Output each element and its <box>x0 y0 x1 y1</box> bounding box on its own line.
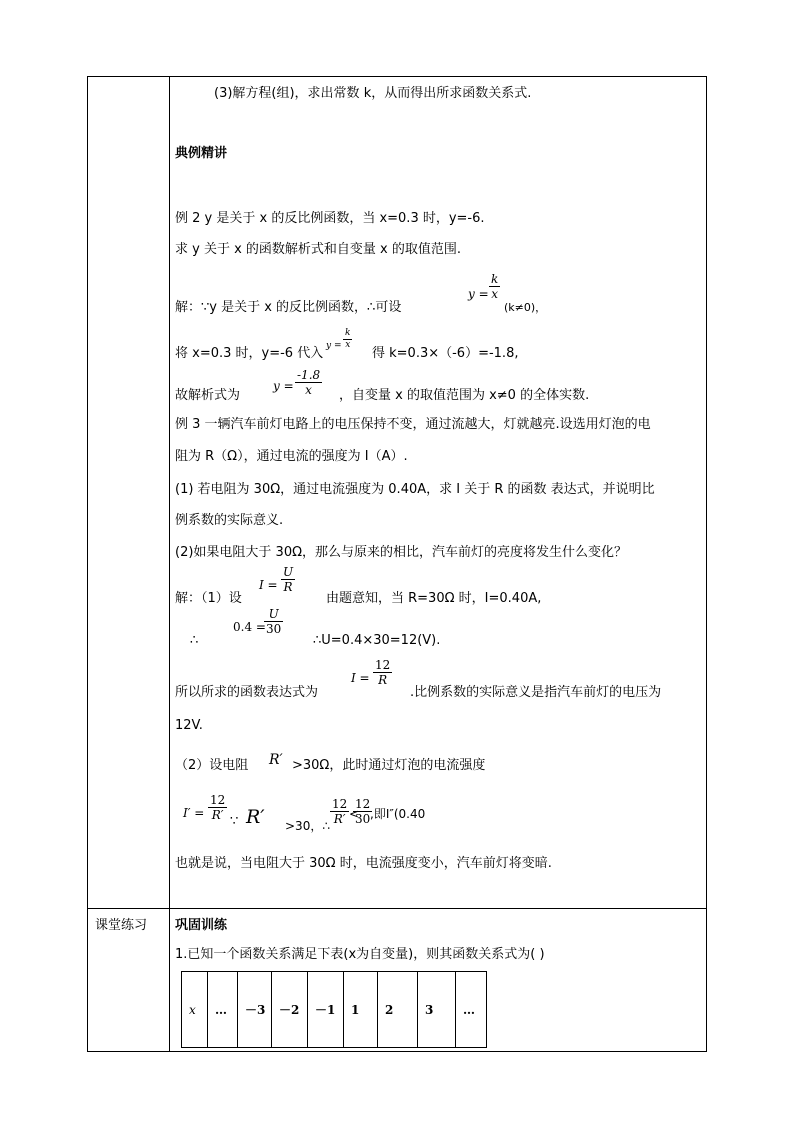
ex2-formula3-den: x <box>305 383 312 397</box>
ex3-r-prime: R′ <box>269 752 283 768</box>
ex3-formula-i-fraction <box>281 565 295 594</box>
ex3-question2: (2)如果电阻大于 30Ω，那么与原来的相比，汽车前灯的亮度将发生什么变化？ <box>175 545 628 560</box>
ex3-compare-left-fraction <box>330 797 349 826</box>
ex2-formula1-num: k <box>491 272 499 286</box>
ex3-formula-i-num: U <box>283 565 294 579</box>
ex3-formula-u-lhs: 0.4 = <box>233 620 266 634</box>
practice-label: 课堂练习 <box>95 918 148 933</box>
ex2-formula1-condition: (k≠0)， <box>504 301 547 314</box>
ex3-compare-right-num: 12 <box>355 797 371 811</box>
ex2-substitute-prefix: 将 x=0.3 时，y=-6 代入 <box>175 346 324 361</box>
ex2-formula2-lhs: y = <box>326 341 342 351</box>
ex3-formula-i-lhs: I = <box>259 578 278 592</box>
ex2-formula1-lhs: y = <box>468 287 489 301</box>
ex2-formula1-fraction <box>489 272 500 301</box>
ex3-question1-line2: 例系数的实际意义. <box>175 513 284 528</box>
ex3-formula-u-den: 30 <box>266 622 282 636</box>
ex2-line2: 求 y 关于 x 的函数解析式和自变量 x 的取值范围. <box>175 242 462 257</box>
ex3-expression-tail: 12V. <box>175 718 203 733</box>
table-cell-neg2: －2 <box>272 972 308 1048</box>
ex3-line2: 阻为 R（Ω），通过电流的强度为 I（A）. <box>175 449 408 464</box>
ex3-formula-iprime-lhs: I′ = <box>183 806 205 820</box>
ex3-conclusion-eq: ,即I″(0.40 <box>370 807 426 821</box>
ex3-formula-u-fraction <box>264 607 283 636</box>
ex3-line1: 例 3 一辆汽车前灯电路上的电压保持不变，通过流越大，灯就越亮.设选用灯泡的电 <box>175 417 651 432</box>
ex3-formula-i-den: R <box>283 580 293 594</box>
practice-title: 巩固训练 <box>175 918 228 933</box>
ex3-formula-iprime-num: 12 <box>210 793 226 807</box>
column-divider <box>169 77 170 1051</box>
section-title: 典例精讲 <box>175 146 228 161</box>
step3-text: (3)解方程(组)，求出常数 k，从而得出所求函数关系式. <box>214 86 532 101</box>
table-cell-x: x <box>182 972 208 1048</box>
ex2-final-suffix: ，自变量 x 的取值范围为 x≠0 的全体实数. <box>339 388 590 403</box>
ex3-solution1-suffix: 由题意知，当 R=30Ω 时，I=0.40A, <box>326 591 542 606</box>
ex2-formula2-den: x <box>345 340 351 350</box>
ex3-less-than: < <box>349 807 360 821</box>
table-cell-2: 2 <box>378 972 418 1048</box>
ex3-formula-iprime-fraction <box>208 793 227 822</box>
ex3-question1-line1: (1) 若电阻为 30Ω，通过电流强度为 0.40A，求 I 关于 R 的函数 表达式，并说明比 <box>175 482 655 497</box>
ex3-formula-r-den: R <box>378 673 388 687</box>
ex3-because: ∵ <box>230 814 239 829</box>
ex3-expression-prefix: 所以所求的函数表达式为 <box>175 685 319 700</box>
ex2-line1: 例 2 y 是关于 x 的反比例函数，当 x=0.3 时，y=-6. <box>175 211 485 226</box>
table-row <box>182 972 487 1048</box>
ex2-solution-prefix: 解：∵y 是关于 x 的反比例函数，∴可设 <box>175 300 402 315</box>
ex2-formula3-fraction <box>295 368 322 397</box>
ex3-solution1-prefix: 解：（1）设 <box>175 591 242 606</box>
ex3-compare-left-num: 12 <box>332 797 348 811</box>
ex3-r-prime-large: R′ <box>246 806 265 828</box>
value-table <box>181 971 487 1048</box>
ex3-formula-r-lhs: I = <box>351 671 370 685</box>
ex3-formula-r-num: 12 <box>375 658 391 672</box>
ex3-formula-r-fraction <box>373 658 392 687</box>
ex3-compare-left-den: R′ <box>333 812 346 826</box>
row-divider <box>88 908 706 909</box>
ex2-final-prefix: 故解析式为 <box>175 388 241 403</box>
ex3-expression-suffix: .比例系数的实际意义是指汽车前灯的电压为 <box>410 685 662 700</box>
ex2-formula3-lhs: y = <box>273 379 294 393</box>
ex3-conclusion: 也就是说，当电阻大于 30Ω 时，电流强度变小，汽车前灯将变暗. <box>175 856 552 871</box>
ex3-solution2-suffix: >30Ω，此时通过灯泡的电流强度 <box>292 758 486 773</box>
table-cell-3: 3 <box>418 972 456 1048</box>
ex3-therefore: ∴ <box>190 633 199 648</box>
ex2-formula2-fraction <box>343 328 352 351</box>
ex2-formula2-num: k <box>345 328 351 338</box>
ex2-substitute-result: 得 k=0.3×（-6）=-1.8, <box>372 346 519 361</box>
ex3-formula-iprime-den: R′ <box>211 808 224 822</box>
ex3-solution2-prefix: （2）设电阻 <box>175 758 249 773</box>
table-cell-ellipsis-left: … <box>208 972 238 1048</box>
ex2-formula3-num: -1.8 <box>297 368 321 382</box>
practice-question1: 1.已知一个函数关系满足下表(x为自变量)，则其函数关系式为( ) <box>175 947 545 962</box>
table-cell-ellipsis-right: … <box>456 972 487 1048</box>
table-cell-1: 1 <box>344 972 378 1048</box>
ex3-solution1-u: ∴U=0.4×30=12(V). <box>313 633 441 648</box>
table-cell-neg3: －3 <box>238 972 272 1048</box>
ex3-formula-u-num: U <box>264 607 283 622</box>
ex3-compare-right-den: 30 <box>355 812 371 826</box>
ex2-formula1-den: x <box>491 287 499 301</box>
table-cell-neg1: －1 <box>308 972 344 1048</box>
ex3-gt30: >30，∴ <box>285 819 330 833</box>
